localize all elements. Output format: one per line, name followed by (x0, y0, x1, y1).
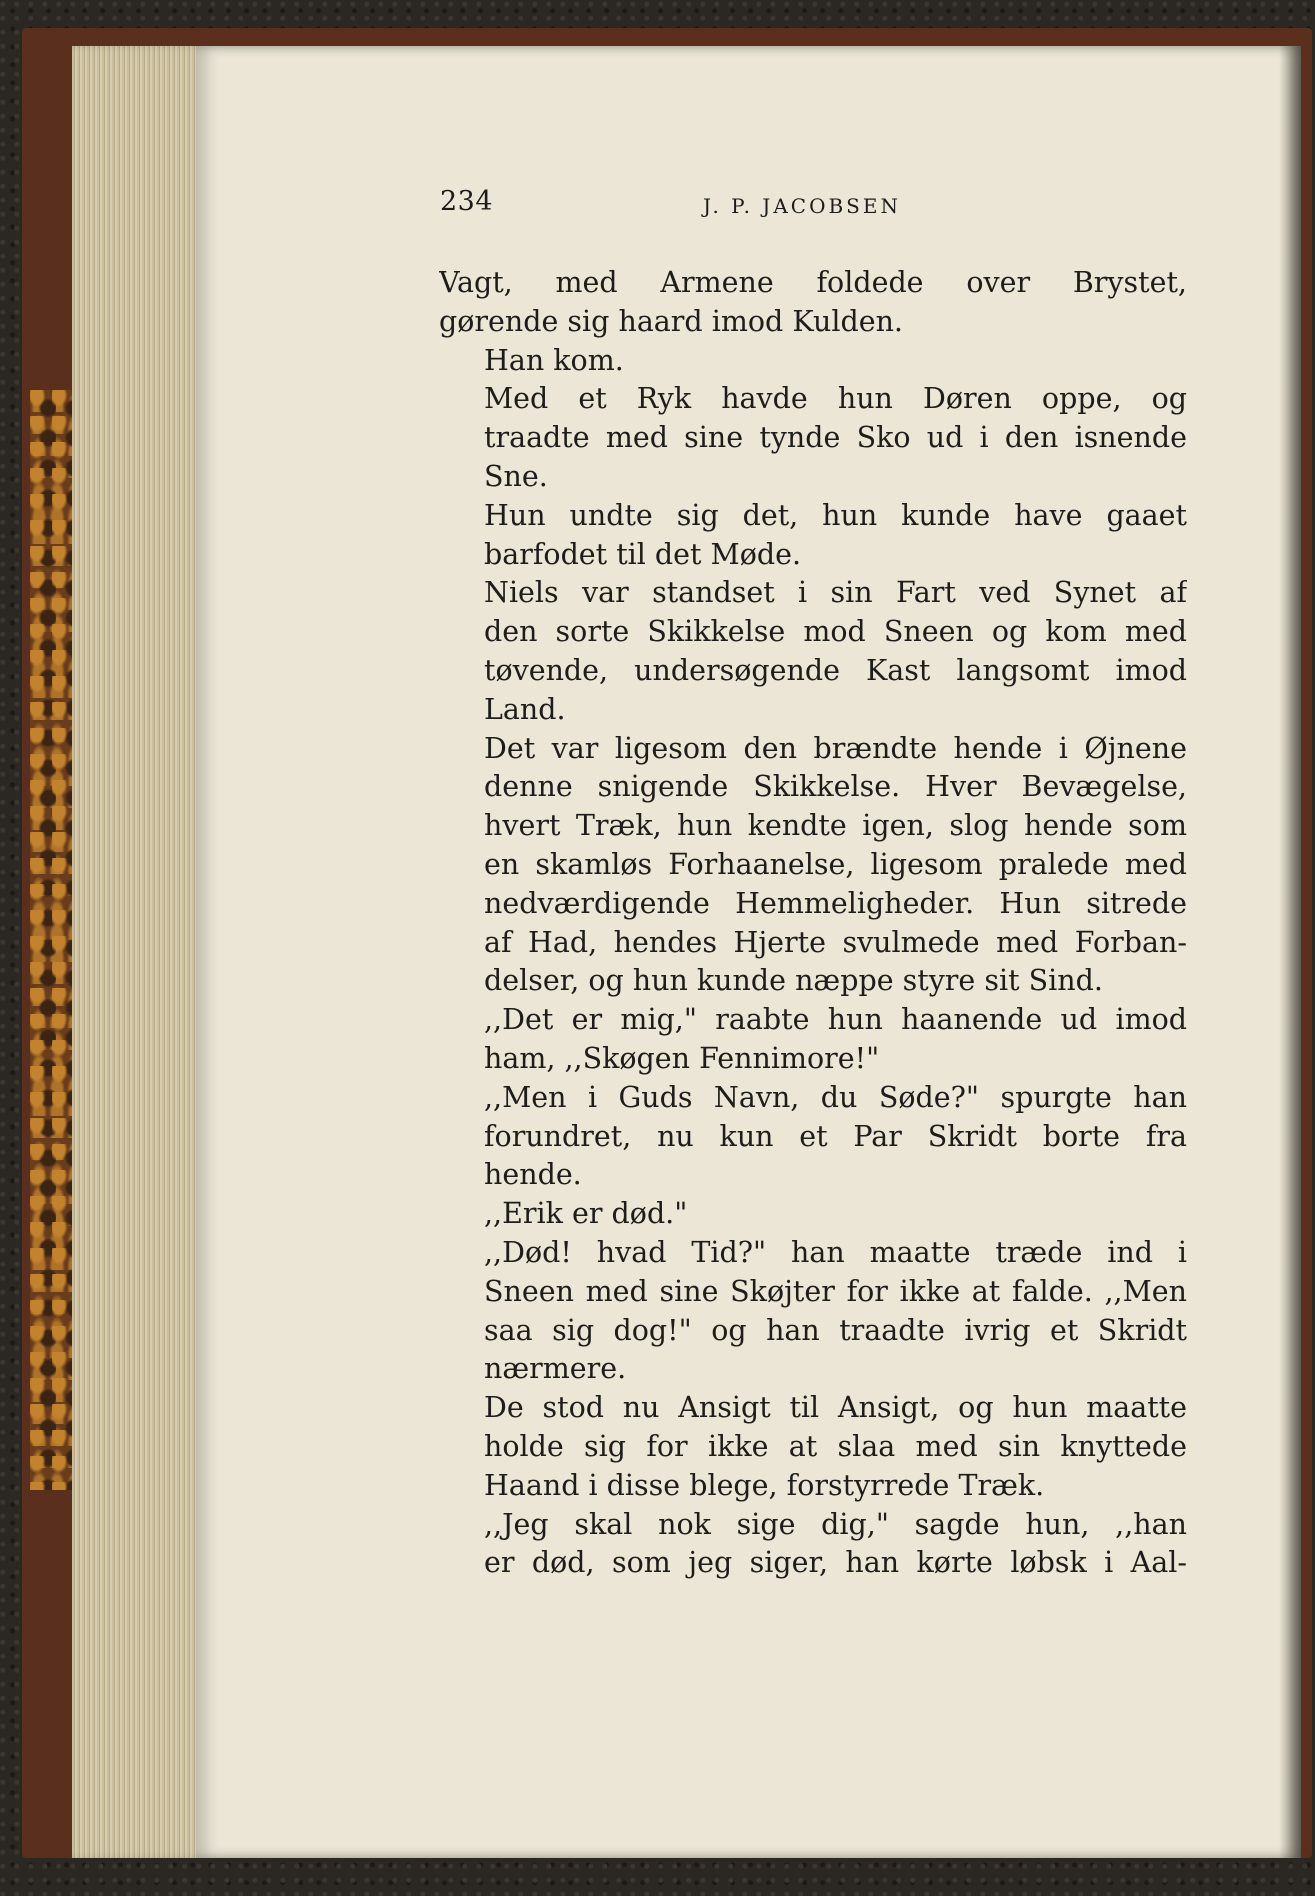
text-line: Niels var standset i sin Fart ved Synet af (484, 576, 1187, 610)
paragraph (439, 264, 1187, 342)
text-line: delser, og hun kunde næppe styre sit Sind. (484, 964, 1103, 998)
text-line: ,,Død! hvad Tid?" han maatte træde ind i (484, 1235, 1187, 1269)
paragraph (439, 1195, 1187, 1234)
text-line: Land. (484, 692, 566, 726)
paragraph (439, 1389, 1187, 1505)
text-line: nedværdigende Hemmeligheder. Hun sitrede (484, 886, 1187, 920)
text-line: gørende sig haard imod Kulden. (439, 304, 903, 338)
text-line: ham, ,,Skøgen Fennimore!" (484, 1041, 880, 1075)
text-line: hvert Træk, hun kendte igen, slog hende som (484, 809, 1187, 843)
paragraph (439, 1001, 1187, 1079)
text-line: tøvende, undersøgende Kast langsomt imod (484, 653, 1187, 687)
text-line: af Had, hendes Hjerte svulmede med Forban- (484, 925, 1187, 959)
text-line: traadte med sine tynde Sko ud i den isnende (484, 421, 1187, 455)
page-gutter-shadow (1279, 46, 1301, 1858)
text-line: Haand i disse blege, forstyrrede Træk. (484, 1468, 1045, 1502)
page-header (440, 186, 1190, 226)
text-line: ,,Erik er død." (484, 1197, 688, 1231)
paragraph (439, 1506, 1187, 1584)
text-line: hende. (484, 1158, 582, 1192)
paragraph (439, 730, 1187, 1002)
text-line: ,,Jeg skal nok sige dig," sagde hun, ,,han (484, 1507, 1187, 1541)
text-line: er død, som jeg siger, han kørte løbsk i Aal- (484, 1546, 1187, 1580)
paragraph (439, 342, 1187, 381)
text-line: en skamløs Forhaanelse, ligesom pralede med (484, 847, 1187, 881)
page-number: 234 (440, 186, 494, 217)
text-line: den sorte Skikkelse mod Sneen og kom med (484, 615, 1187, 649)
text-line: Sneen med sine Skøjter for ikke at falde. ,,Men (484, 1274, 1187, 1308)
text-line: Han kom. (484, 343, 624, 377)
text-line: barfodet til det Møde. (484, 537, 802, 571)
text-line: Sne. (484, 459, 548, 493)
text-line: ,,Men i Guds Navn, du Søde?" spurgte han (484, 1080, 1187, 1114)
paragraph (439, 380, 1187, 496)
body-text (439, 264, 1187, 1583)
paragraph (439, 1079, 1187, 1195)
text-line: nærmere. (484, 1352, 627, 1386)
text-line: Med et Ryk havde hun Døren oppe, og (484, 382, 1187, 416)
text-line: saa sig dog!" og han traadte ivrig et Skridt (484, 1313, 1187, 1347)
text-line: De stod nu Ansigt til Ansigt, og hun maatte (484, 1391, 1187, 1425)
text-line: holde sig for ikke at slaa med sin knyttede (484, 1429, 1187, 1463)
page-edges (72, 46, 212, 1858)
text-line: Det var ligesom den brændte hende i Øjnene (484, 731, 1187, 765)
paragraph (439, 574, 1187, 729)
text-line: Hun undte sig det, hun kunde have gaaet (484, 498, 1187, 532)
paragraph (439, 497, 1187, 575)
paragraph (439, 1234, 1187, 1389)
text-line: ,,Det er mig," raabte hun haanende ud imod (484, 1003, 1187, 1037)
text-line: denne snigende Skikkelse. Hver Bevægelse, (484, 770, 1187, 804)
running-head: J. P. JACOBSEN (703, 194, 901, 218)
text-line: forundret, nu kun et Par Skridt borte fra (484, 1119, 1187, 1153)
marbled-endpaper (30, 390, 78, 1490)
text-line: Vagt, med Armene foldede over Brystet, (439, 266, 1187, 299)
